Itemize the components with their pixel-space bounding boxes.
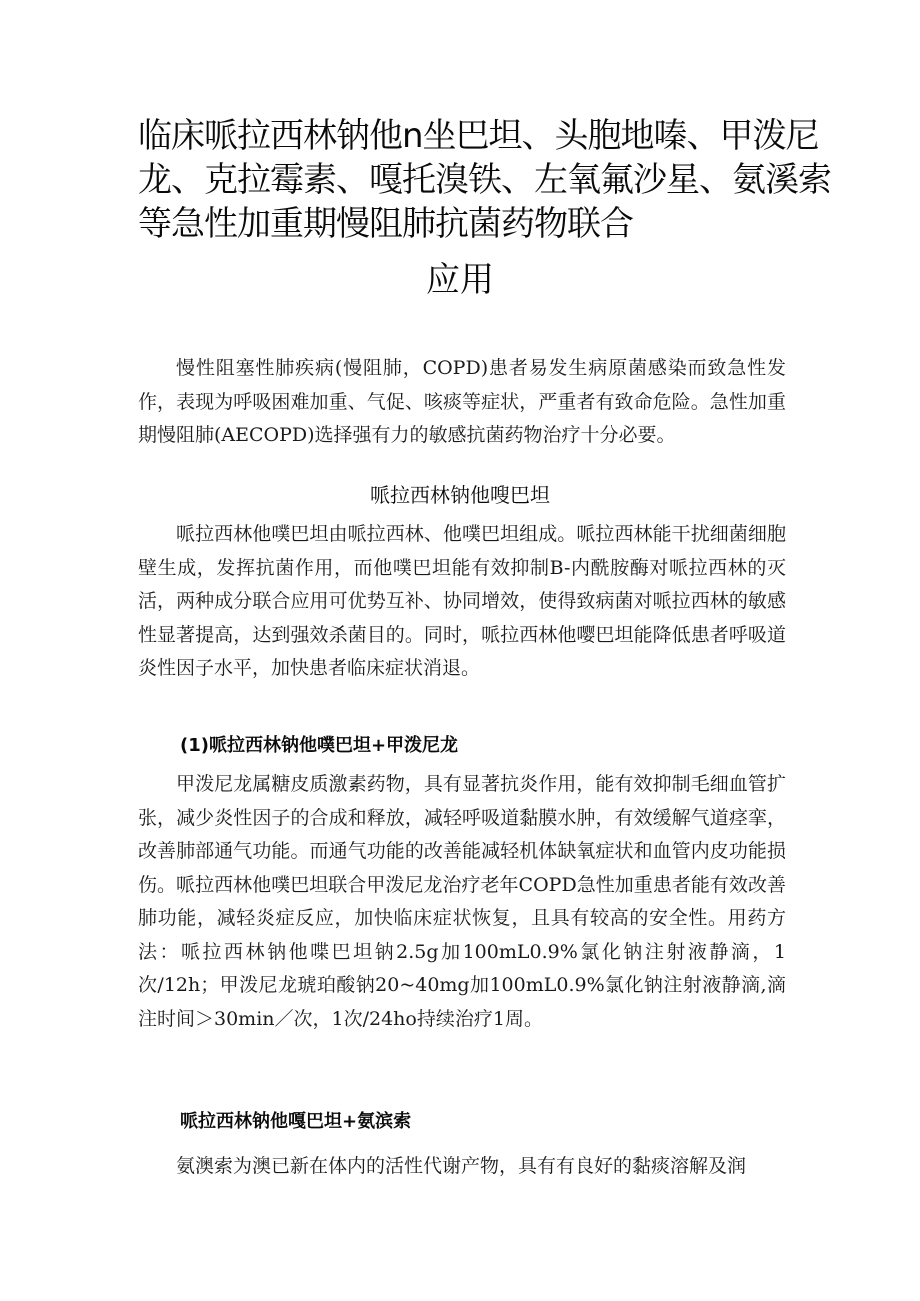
title-line-1: 临床哌拉西林钠他n坐巴坦、头胞地嗪、甲泼尼 [138, 116, 819, 156]
title-line-2: 龙、克拉霉素、嘎托溴铁、左氧氟沙星、氨溪索 [138, 160, 831, 200]
section-heading-piperacillin: 哌拉西林钠他嗖巴坦 [370, 483, 550, 507]
intro-paragraph: 慢性阻塞性肺疾病(慢阻肺，COPD)患者易发生病原菌感染而致急性发作，表现为呼吸困难加重、气促、咳痰等症状，严重者有致命危险。急性加重期慢阻肺(AECOPD)选择强有力的敏感抗菌药物治疗十分必要。 [138, 357, 786, 446]
title-line-4: 应用 [426, 260, 494, 300]
title-line-3: 等急性加重期慢阻肺抗菌药物联合 [138, 204, 633, 244]
sub-ambroxol-body [138, 1150, 786, 1184]
sub-methylprednisolone-body [138, 768, 786, 1036]
sub-methylprednisolone-paragraph: 甲泼尼龙属糖皮质激素药物，具有显著抗炎作用，能有效抑制毛细血管扩张，减少炎性因子的合成和释放，减轻呼吸道黏膜水肿，有效缓解气道痉挛，改善肺部通气功能。而通气功能的改善能减轻机体缺氧症状和血管内皮功能损伤。哌拉西林他噗巴坦联合甲泼尼龙治疗老年COPD急性加重患者能有效改善肺功能，减轻炎症反应，加快临床症状恢复，且具有较高的安全性。用药方法：哌拉西林钠他喋巴坦钠2.5g加100mL0.9%氯化钠注射液静滴，1次/12h；甲泼尼龙琥珀酸钠20~40mg加100mL0.9%氯化钠注射液静滴,滴注时间＞30min／次，1次/24ho持续治疗1周。 [138, 773, 786, 1030]
document-title [138, 114, 831, 246]
sub-ambroxol-paragraph: 氨澳索为澳已新在体内的活性代谢产物，具有有良好的黏痰溶解及润 [176, 1155, 747, 1177]
subheading-methylprednisolone: (1)哌拉西林钠他噗巴坦+甲泼尼龙 [180, 735, 459, 756]
section-piperacillin-body [138, 518, 786, 686]
subheading-ambroxol: 哌拉西林钠他嘎巴坦+氨滨索 [180, 1111, 412, 1132]
intro-section [138, 352, 786, 453]
section-piperacillin-paragraph: 哌拉西林他噗巴坦由哌拉西林、他噗巴坦组成。哌拉西林能干扰细菌细胞壁生成，发挥抗菌作用，而他噗巴坦能有效抑制B-内酰胺酶对哌拉西林的灭活，两种成分联合应用可优势互补、协同增效，使得致病菌对哌拉西林的敏感性显著提高，达到强效杀菌目的。同时，哌拉西林他嘤巴坦能降低患者呼吸道炎性因子水平，加快患者临床症状消退。 [138, 523, 786, 679]
